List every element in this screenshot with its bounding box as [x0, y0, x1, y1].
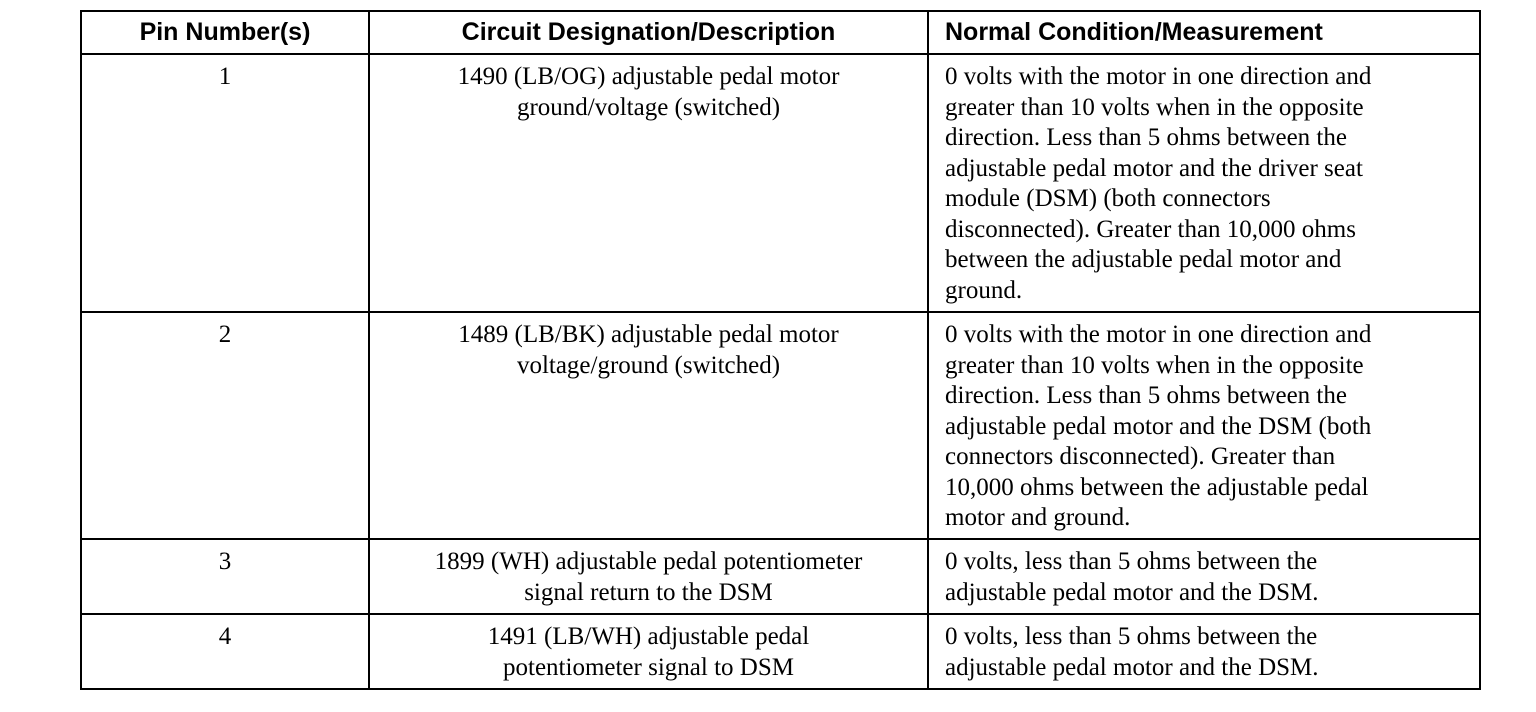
normal-condition-line: greater than 10 volts when in the opposite [945, 351, 1364, 379]
circuit-description-line: voltage/ground (switched) [516, 351, 781, 379]
normal-condition-line: 0 volts, less than 5 ohms between the [945, 548, 1318, 575]
circuit-description-line: 1489 (LB/BK) adjustable pedal motor [458, 321, 839, 348]
normal-condition-line: adjustable pedal motor and the driver seat [945, 154, 1363, 182]
pin-number: 4 [81, 614, 369, 689]
circuit-description [369, 312, 928, 539]
normal-condition-line: 0 volts with the motor in one direction and [945, 321, 1372, 348]
circuit-description-line: potentiometer signal to DSM [503, 653, 794, 681]
normal-condition-line: disconnected). Greater than 10,000 ohms [945, 215, 1356, 243]
normal-condition-line: connectors disconnected). Greater than [945, 443, 1336, 470]
normal-condition [928, 614, 1480, 689]
normal-condition-line: adjustable pedal motor and the DSM. [945, 578, 1319, 606]
normal-condition-line: 0 volts with the motor in one direction and [945, 63, 1372, 90]
normal-condition-line: ground. [945, 276, 1023, 304]
normal-condition-line: module (DSM) (both connectors [945, 185, 1271, 212]
pin-number: 2 [81, 312, 369, 539]
pin-number: 3 [81, 539, 369, 614]
normal-condition-line: adjustable pedal motor and the DSM. [945, 653, 1319, 681]
header-circuit: Circuit Designation/Description [369, 11, 928, 54]
pin-table [80, 10, 1481, 690]
header-pin: Pin Number(s) [81, 11, 369, 54]
circuit-description [369, 614, 928, 689]
circuit-description-line: signal return to the DSM [524, 578, 773, 606]
pin-number: 1 [81, 54, 369, 312]
normal-condition-line: 10,000 ohms between the adjustable pedal [945, 473, 1369, 501]
normal-condition-line: direction. Less than 5 ohms between the [945, 124, 1347, 151]
table-row [81, 539, 1480, 614]
header-normal: Normal Condition/Measurement [928, 11, 1480, 54]
circuit-description [369, 54, 928, 312]
normal-condition-line: motor and ground. [945, 504, 1131, 531]
normal-condition-line: 0 volts, less than 5 ohms between the [945, 623, 1318, 650]
normal-condition-line: greater than 10 volts when in the opposite [945, 93, 1364, 121]
normal-condition [928, 539, 1480, 614]
normal-condition-line: adjustable pedal motor and the DSM (both [945, 412, 1372, 440]
table-body [81, 54, 1480, 689]
table-row [81, 54, 1480, 312]
circuit-description-line: 1899 (WH) adjustable pedal potentiometer [434, 548, 863, 575]
normal-condition [928, 54, 1480, 312]
circuit-description-line: ground/voltage (switched) [516, 93, 781, 121]
circuit-description [369, 539, 928, 614]
table-row [81, 614, 1480, 689]
normal-condition [928, 312, 1480, 539]
header-row [81, 11, 1480, 54]
normal-condition-line: between the adjustable pedal motor and [945, 246, 1342, 273]
normal-condition-line: direction. Less than 5 ohms between the [945, 382, 1347, 409]
circuit-description-line: 1490 (LB/OG) adjustable pedal motor [457, 63, 840, 90]
circuit-description-line: 1491 (LB/WH) adjustable pedal [487, 623, 810, 650]
table-row [81, 312, 1480, 539]
